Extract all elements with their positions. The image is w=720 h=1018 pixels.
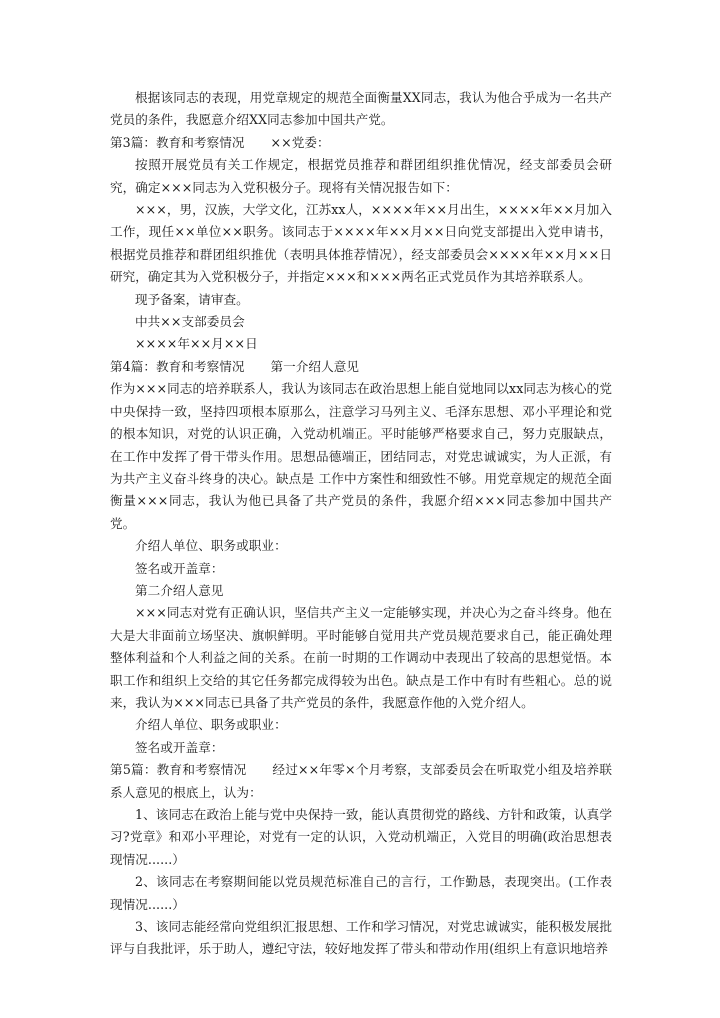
label-signature-2: 签名或开盖章： — [135, 739, 224, 755]
section-4-subtitle: 第一介绍人意见 — [270, 358, 360, 374]
label-introducer-unit: 介绍人单位、职务或职业： — [135, 538, 287, 554]
signature-date: ××××年××月××日 — [135, 336, 258, 352]
section-3-addressee: ××党委： — [270, 134, 330, 150]
section-4-heading — [110, 356, 612, 378]
section-5-heading — [110, 759, 612, 804]
section-5-intro: 经过××年零×个月考察，支部委员会在听取党小组及培养联系人意见的根底上，认为： — [110, 762, 612, 800]
paragraph-second-introducer-opinion: ×××同志对党有正确认识，坚信共产主义一定能够实现，并决心为之奋斗终身。他在大是大非面前立场坚决、旗帜鲜明。平时能够自觉用共产党员规范要求自己，能正确处理整体利益和个人利益之间的关系。在前一时期的工作调动中表现出了较高的思想觉悟。本职工作和组织上交给的其它任务都完成得较为出色。缺点是工作中有时有些粗心。总的说来，我认为×××同志已具备了共产党员的条件，我愿意作他的入党介绍人。 — [110, 605, 612, 710]
paragraph-first-introducer-opinion: 作为×××同志的培养联系人，我认为该同志在政治思想上能自觉地同以xx同志为核心的党中央保持一致，坚持四项根本原那么，注意学习马列主义、毛泽东思想、邓小平理论和党的根本知识，对党的认识正确，入党动机端正。平时能够严格要求自己，努力克服缺点，在工作中发挥了骨干带头作用。思想品德端正，团结同志，对党忠诚诚实，为人正派，有为共产主义奋斗终身的决心。缺点是 工作中方案性和细致性不够。用党章规定的规范全面衡量×××同志，我认为他已具备了共产党员的条件，我愿介绍×××同志参加中国共产党。 — [110, 381, 612, 531]
label-introducer-unit-2: 介绍人单位、职务或职业： — [135, 717, 287, 733]
section-3-title: 第3篇：教育和考察情况 — [110, 134, 245, 150]
document-page — [110, 87, 612, 961]
section-3-heading — [110, 132, 612, 154]
paragraph-recommendation-conclusion: 根据该同志的表现，用党章规定的规范全面衡量XX同志，我认为他合乎成为一名共产党员的条件，我愿意介绍XX同志参加中国共产党。 — [110, 90, 612, 128]
list-item-2: 2、该同志在考察期间能以党员规范标准自己的言行，工作勤恳，表现突出。(工作表现情况......） — [110, 874, 612, 912]
signature-committee: 中共××支部委员会 — [135, 314, 245, 330]
paragraph-section-3-intro: 按照开展党员有关工作规定，根据党员推荐和群团组织推优情况，经支部委员会研究，确定×××同志为入党积极分子。现将有关情况报告如下： — [110, 157, 612, 195]
section-5-title: 第5篇：教育和考察情况 — [110, 762, 247, 778]
paragraph-filing-request: 现予备案，请审查。 — [135, 291, 249, 307]
list-item-1: 1、该同志在政治上能与党中央保持一致，能认真贯彻党的路线、方针和政策，认真学习?党章》和邓小平理论，对党有一定的认识，入党动机端正，入党目的明确(政治思想表现情况......） — [110, 807, 612, 867]
heading-second-introducer: 第二介绍人意见 — [135, 582, 224, 598]
paragraph-section-3-details: ×××，男，汉族，大学文化，江苏xx人，××××年××月出生，××××年××月加入工作，现任××单位××职务。该同志于××××年××月××日向党支部提出入党申请书，根据党员推荐和群团组织推优（表明具体推荐情况），经支部委员会××××年××月××日研究，确定其为入党积极分子，并指定×××和×××两名正式党员作为其培养联系人。 — [110, 202, 612, 285]
label-signature: 签名或开盖章： — [135, 560, 224, 576]
section-4-title: 第4篇：教育和考察情况 — [110, 358, 245, 374]
list-item-3: 3、该同志能经常向党组织汇报思想、工作和学习情况，对党忠诚诚实，能积极发展批评与自我批评，乐于助人，遵纪守法，较好地发挥了带头和带动作用(组织上有意识地培养 — [110, 919, 612, 957]
